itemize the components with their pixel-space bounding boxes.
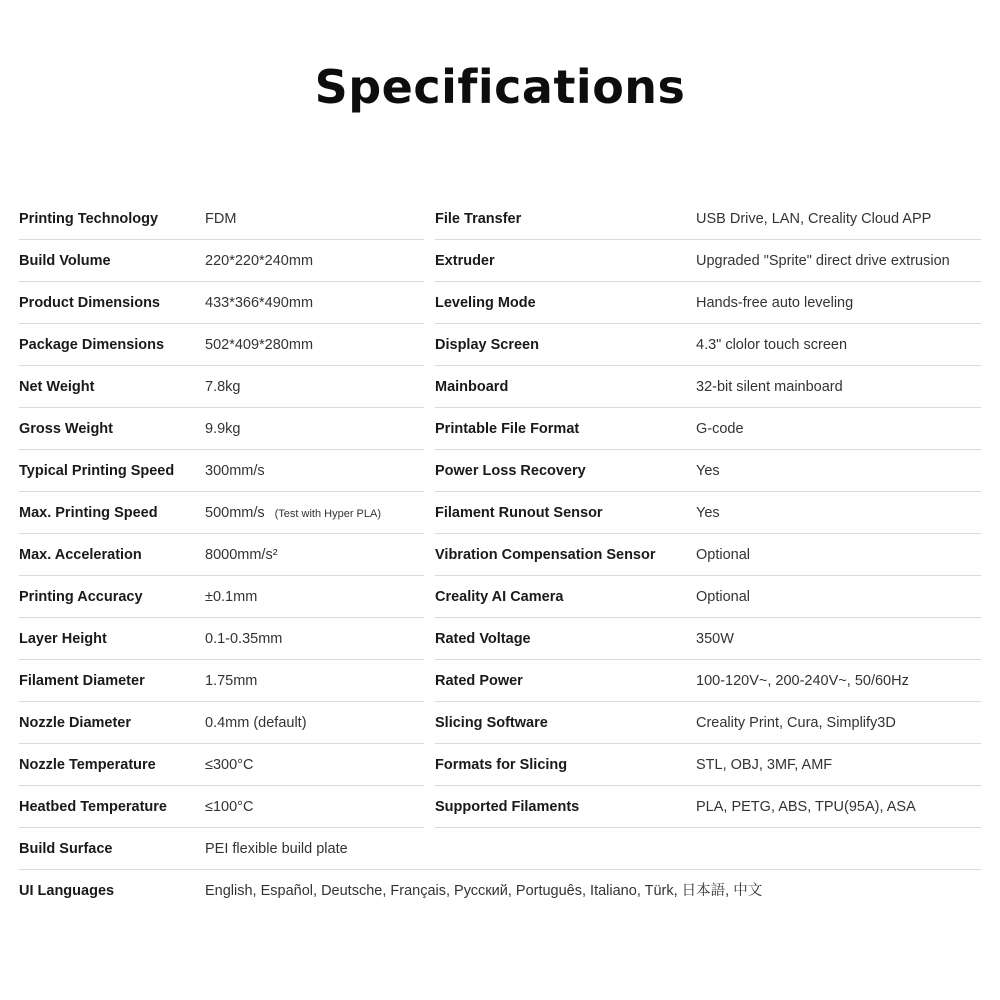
spec-row <box>0 534 1000 576</box>
spec-label: File Transfer <box>435 211 522 227</box>
spec-value: FDM <box>205 211 237 227</box>
spec-value: 32-bit silent mainboard <box>696 379 843 395</box>
spec-label: Slicing Software <box>435 715 548 731</box>
spec-value: Hands-free auto leveling <box>696 295 854 311</box>
spec-value: Yes <box>696 505 720 521</box>
spec-value: 100-120V~, 200-240V~, 50/60Hz <box>696 673 909 689</box>
spec-value-wrap <box>205 702 430 744</box>
spec-row <box>0 828 1000 870</box>
spec-value: 4.3" clolor touch screen <box>696 337 848 353</box>
page-title: Specifications <box>314 60 686 114</box>
spec-row <box>0 282 1000 324</box>
spec-value: 8000mm/s² <box>205 547 278 563</box>
spec-label: Formats for Slicing <box>435 757 568 773</box>
spec-value-wrap <box>205 870 985 912</box>
spec-label: Display Screen <box>435 337 539 353</box>
spec-value: 502*409*280mm <box>205 337 314 353</box>
spec-value-wrap <box>205 408 430 450</box>
spec-row <box>0 576 1000 618</box>
spec-value: PLA, PETG, ABS, TPU(95A), ASA <box>696 799 916 815</box>
spec-value: Upgraded "Sprite" direct drive extrusion <box>696 253 950 269</box>
spec-value-wrap <box>205 198 430 240</box>
spec-row <box>0 786 1000 828</box>
spec-value: Creality Print, Cura, Simplify3D <box>696 715 896 731</box>
spec-value: 300mm/s <box>205 463 265 479</box>
spec-note: (Test with Hyper PLA) <box>274 508 382 520</box>
spec-row <box>0 702 1000 744</box>
spec-label: Creality AI Camera <box>435 589 564 605</box>
spec-label: Nozzle Diameter <box>19 715 132 731</box>
spec-label: Printing Accuracy <box>19 589 143 605</box>
specifications-table <box>0 198 1000 912</box>
spec-value: English, Español, Deutsche, Français, Русский, Português, Italiano, Türk, 日本語, 中文 <box>205 883 763 899</box>
spec-value: G-code <box>696 421 744 437</box>
spec-value: 7.8kg <box>205 379 241 395</box>
spec-value: PEI flexible build plate <box>205 841 348 857</box>
spec-label: Build Surface <box>19 841 113 857</box>
spec-value-wrap <box>205 576 430 618</box>
spec-value-wrap <box>205 366 430 408</box>
spec-row <box>0 870 1000 912</box>
spec-label: Gross Weight <box>19 421 113 437</box>
spec-value: ≤100°C <box>205 799 254 815</box>
spec-value-wrap <box>205 492 430 534</box>
spec-label: Mainboard <box>435 379 509 395</box>
spec-value-wrap <box>205 450 430 492</box>
spec-label: Extruder <box>435 253 495 269</box>
spec-row <box>0 198 1000 240</box>
spec-label: Max. Acceleration <box>19 547 142 563</box>
spec-label: Net Weight <box>19 379 95 395</box>
spec-label: Typical Printing Speed <box>19 463 175 479</box>
spec-row <box>0 408 1000 450</box>
spec-label: Printing Technology <box>19 211 159 227</box>
spec-row <box>0 450 1000 492</box>
spec-label: Leveling Mode <box>435 295 536 311</box>
spec-label: Filament Diameter <box>19 673 145 689</box>
spec-value-wrap <box>205 744 430 786</box>
spec-row <box>0 492 1000 534</box>
spec-value: Optional <box>696 589 751 605</box>
spec-value: Yes <box>696 463 720 479</box>
spec-label: Vibration Compensation Sensor <box>435 547 656 563</box>
spec-label: Max. Printing Speed <box>19 505 158 521</box>
spec-value: 9.9kg <box>205 421 241 437</box>
spec-value: 1.75mm <box>205 673 258 689</box>
spec-value: STL, OBJ, 3MF, AMF <box>696 757 833 773</box>
spec-label: Build Volume <box>19 253 111 269</box>
spec-value-wrap <box>205 282 430 324</box>
spec-value: Optional <box>696 547 751 563</box>
spec-value-wrap <box>205 534 430 576</box>
spec-value: 0.4mm (default) <box>205 715 307 731</box>
spec-label: Heatbed Temperature <box>19 799 167 815</box>
spec-label: Rated Power <box>435 673 523 689</box>
spec-value: 0.1-0.35mm <box>205 631 283 647</box>
spec-value: 500mm/s <box>205 505 265 521</box>
spec-value: ≤300°C <box>205 757 254 773</box>
spec-label: UI Languages <box>19 883 115 899</box>
spec-value-wrap <box>205 240 430 282</box>
spec-row <box>0 324 1000 366</box>
spec-label: Power Loss Recovery <box>435 463 586 479</box>
spec-value: USB Drive, LAN, Creality Cloud APP <box>696 211 932 227</box>
spec-label: Package Dimensions <box>19 337 165 353</box>
spec-value-wrap <box>205 828 430 870</box>
spec-row <box>0 660 1000 702</box>
spec-label: Product Dimensions <box>19 295 160 311</box>
spec-value-wrap <box>205 324 430 366</box>
spec-value-wrap <box>205 660 430 702</box>
spec-label: Printable File Format <box>435 421 580 437</box>
spec-label: Filament Runout Sensor <box>435 505 603 521</box>
spec-value-wrap <box>205 786 430 828</box>
spec-row <box>0 366 1000 408</box>
spec-row <box>0 240 1000 282</box>
spec-value: 350W <box>696 631 734 647</box>
spec-value: 220*220*240mm <box>205 253 314 269</box>
spec-value-wrap <box>205 618 430 660</box>
spec-label: Nozzle Temperature <box>19 757 156 773</box>
spec-value: ±0.1mm <box>205 589 258 605</box>
spec-row <box>0 618 1000 660</box>
spec-label: Supported Filaments <box>435 799 580 815</box>
spec-label: Rated Voltage <box>435 631 531 647</box>
spec-row <box>0 744 1000 786</box>
spec-label: Layer Height <box>19 631 107 647</box>
spec-value: 433*366*490mm <box>205 295 314 311</box>
